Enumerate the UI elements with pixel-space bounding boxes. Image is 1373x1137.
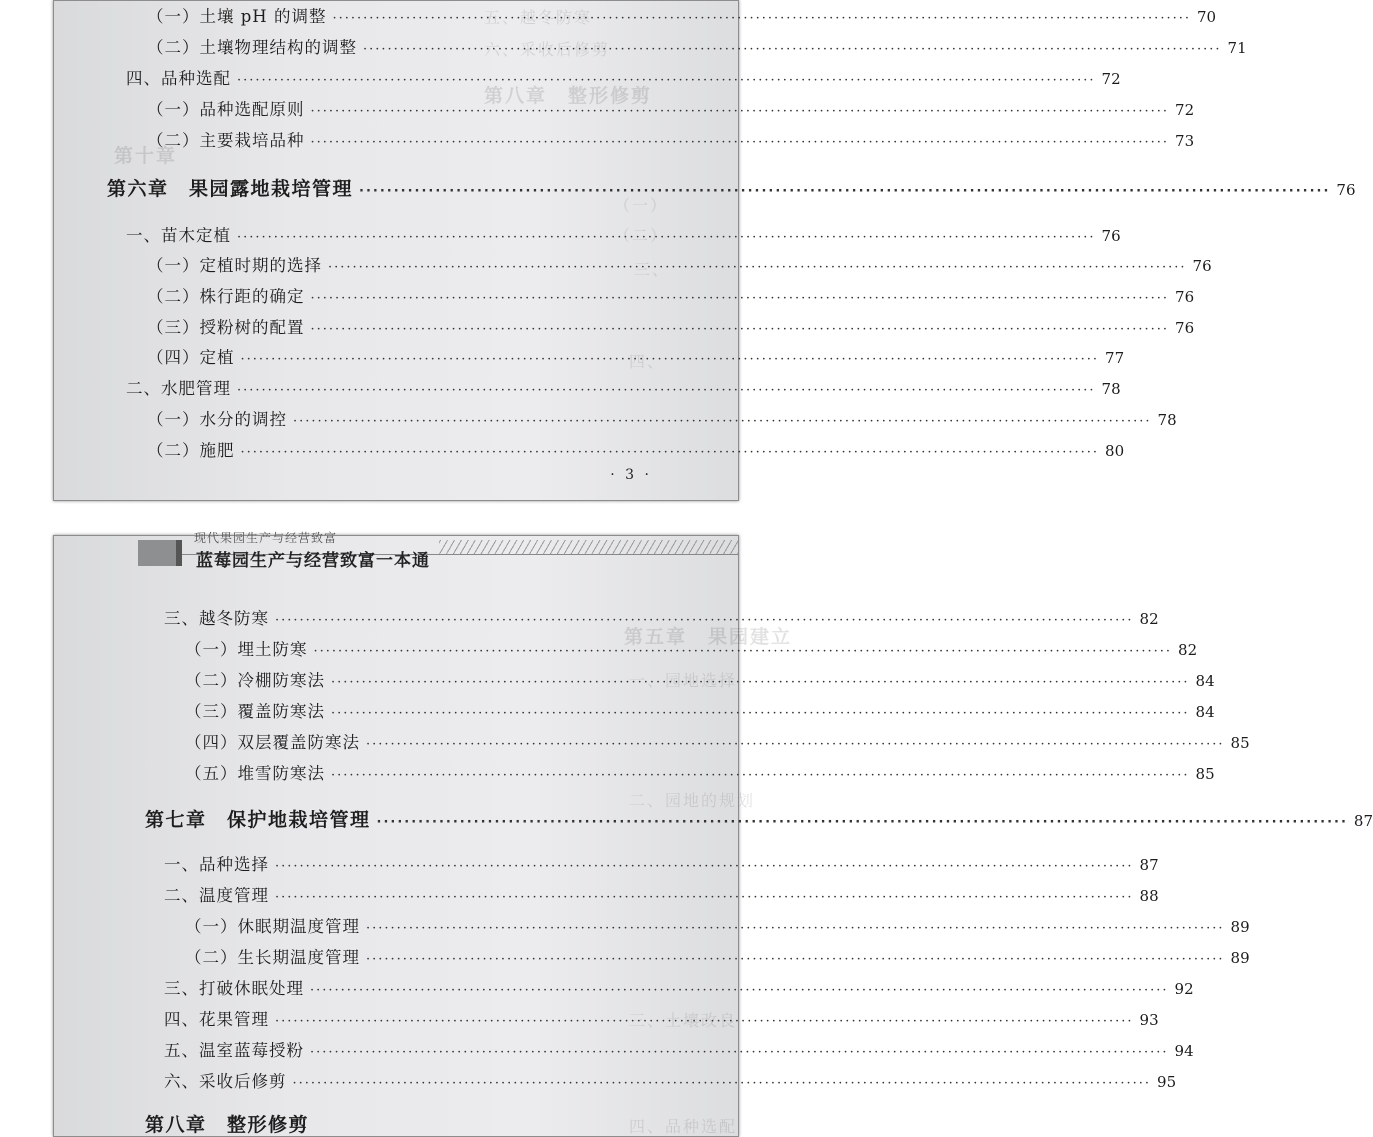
toc-entry-title: 二、水肥管理 [126,379,231,398]
toc-entry-title: （一）埋土防寒 [185,640,308,659]
toc-entry-page: 87 [1353,812,1373,830]
toc-entry-title: （四）定植 [147,348,235,367]
toc-entry-title: （一）休眠期温度管理 [185,917,360,936]
show-through-text: （二） [614,226,669,245]
dot-leader [237,230,1096,245]
show-through-text: 四、 [629,352,666,371]
show-through-text: 一、园地选择 [629,671,738,690]
header-book-title: 蓝莓园生产与经营致富一本通 [196,551,430,571]
dot-leader [377,815,1348,830]
dot-leader [275,1014,1134,1029]
toc-entry [185,729,1250,753]
toc-entry-title: （二）施肥 [147,441,235,460]
toc-entry-title: （一）土壤 pH 的调整 [147,7,327,26]
dot-leader [241,352,1100,367]
toc-entry-title: 四、品种选配 [126,69,231,88]
dot-leader [293,1076,1152,1091]
show-through-text: 第五章 果园建立 [624,626,793,648]
toc-entry-title: 五、温室蓝莓授粉 [164,1041,304,1060]
toc-entry [147,437,1125,461]
toc-entry-page: 76 [1175,319,1195,337]
toc-entry-page: 95 [1157,1073,1177,1091]
toc-entry [147,406,1177,430]
toc-chapter-title: 第六章 果园露地栽培管理 [107,178,354,200]
toc-entry-page: 82 [1178,641,1198,659]
dot-leader [366,737,1225,752]
toc-entry-title: 三、打破休眠处理 [164,979,304,998]
toc-entry [147,344,1125,368]
toc-chapter-entry [145,805,1373,832]
toc-entry-page: 80 [1105,442,1125,460]
toc-entry-page: 72 [1101,70,1121,88]
toc-entry-page: 71 [1227,39,1247,57]
show-through-text: 二、园地的规划 [629,791,756,810]
toc-entry-title: 三、越冬防寒 [164,609,269,628]
toc-page-bottom [53,531,1373,1137]
toc-entry-page: 72 [1175,101,1195,119]
dot-leader [311,104,1170,119]
dot-leader [241,445,1100,460]
toc-entry-title: （二）主要栽培品种 [147,131,305,150]
toc-entry [147,283,1195,307]
show-through-text: 第八章 整形修剪 [484,85,653,107]
show-through-text: 四、品种选配 [629,1117,738,1136]
toc-entry-page: 89 [1230,918,1250,936]
toc-page-top [53,0,1356,501]
toc-entry-page: 76 [1192,257,1212,275]
toc-entry-page: 85 [1230,734,1250,752]
dot-leader [311,291,1170,306]
toc-entry-title: 四、花果管理 [164,1010,269,1029]
dot-leader [366,921,1225,936]
dot-leader [311,135,1170,150]
toc-entry-page: 82 [1139,610,1159,628]
dot-leader [275,859,1134,874]
toc-entry [185,944,1250,968]
toc-entry-title: （三）授粉树的配置 [147,318,305,337]
header-decoration [138,540,176,566]
toc-chapter-entry [107,174,1356,201]
toc-entry-page: 77 [1105,349,1125,367]
dot-leader [275,890,1134,905]
toc-entry [126,65,1121,89]
toc-entry-page: 76 [1175,288,1195,306]
toc-entry-page: 78 [1157,411,1177,429]
toc-entry-page: 88 [1139,887,1159,905]
show-through-text: 第十章 [114,145,178,167]
toc-entry-title: （二）冷棚防寒法 [185,671,325,690]
dot-leader [359,184,1330,199]
dot-leader [310,1045,1169,1060]
toc-entry-page: 78 [1101,380,1121,398]
dot-leader [328,260,1187,275]
dot-leader [293,414,1152,429]
toc-chapter-entry [145,1110,309,1137]
dot-leader [311,322,1170,337]
toc-entry-title: （一）水分的调控 [147,410,287,429]
toc-entry [147,314,1195,338]
toc-chapter-title: 第七章 保护地栽培管理 [145,809,371,831]
header-hatching [439,540,738,554]
toc-entry-page: 93 [1139,1011,1159,1029]
toc-entry-page: 70 [1196,8,1217,26]
toc-entry [164,975,1194,999]
dot-leader [332,11,1191,26]
header-decoration [176,540,182,566]
toc-entry-title: 二、温度管理 [164,886,269,905]
toc-entry-page: 73 [1175,132,1195,150]
toc-entry-title: 一、苗木定植 [126,226,231,245]
toc-entry-page: 84 [1195,703,1215,721]
toc-entry-title: 一、品种选择 [164,855,269,874]
toc-entry [126,222,1121,246]
toc-entry-page: 84 [1195,672,1215,690]
page-number: · 3 · [610,467,652,483]
toc-entry [164,1037,1194,1061]
toc-entry-page: 76 [1101,227,1121,245]
toc-entry-title: （一）品种选配原则 [147,100,305,119]
toc-entry-page: 89 [1230,949,1250,967]
toc-entry [164,851,1159,875]
toc-entry-page: 85 [1195,765,1215,783]
dot-leader [275,613,1134,628]
toc-entry-page: 76 [1336,181,1356,199]
show-through-text: 五、越冬防寒 [484,8,593,27]
toc-entry-title: （五）堆雪防寒法 [185,764,325,783]
toc-entry-page: 94 [1174,1042,1194,1060]
toc-entry [185,760,1215,784]
toc-entry-title: （四）双层覆盖防寒法 [185,733,360,752]
toc-entry-title: （二）生长期温度管理 [185,948,360,967]
dot-leader [237,383,1096,398]
dot-leader [331,706,1190,721]
show-through-text: 六、采收后修剪 [484,40,611,59]
toc-entry [147,127,1195,151]
dot-leader [331,675,1190,690]
toc-entry [147,252,1212,276]
toc-entry [164,882,1159,906]
toc-entry-title: 六、采收后修剪 [164,1072,287,1091]
toc-entry [126,375,1121,399]
toc-entry-page: 87 [1139,856,1159,874]
toc-entry-page: 92 [1174,980,1194,998]
dot-leader [314,644,1173,659]
dot-leader [331,768,1190,783]
toc-entry [185,698,1215,722]
toc-entry [164,605,1159,629]
toc-entry-title: （二）土壤物理结构的调整 [147,38,357,57]
show-through-text: （一） [614,196,669,215]
show-through-text: 三、 [634,260,671,279]
dot-leader [366,952,1225,967]
toc-entry-title: （二）株行距的确定 [147,287,305,306]
dot-leader [363,42,1222,57]
toc-entry [164,1068,1177,1092]
show-through-text: 三、土壤改良 [629,1011,738,1030]
header-series-title: 现代果园生产与经营致富 [194,531,338,545]
running-header [54,531,738,574]
toc-entry [147,3,1217,27]
toc-entry [185,913,1250,937]
toc-chapter-title: 第八章 整形修剪 [145,1114,310,1136]
dot-leader [310,983,1169,998]
dot-leader [237,73,1096,88]
toc-entry-title: （三）覆盖防寒法 [185,702,325,721]
toc-entry-title: （一）定植时期的选择 [147,256,322,275]
